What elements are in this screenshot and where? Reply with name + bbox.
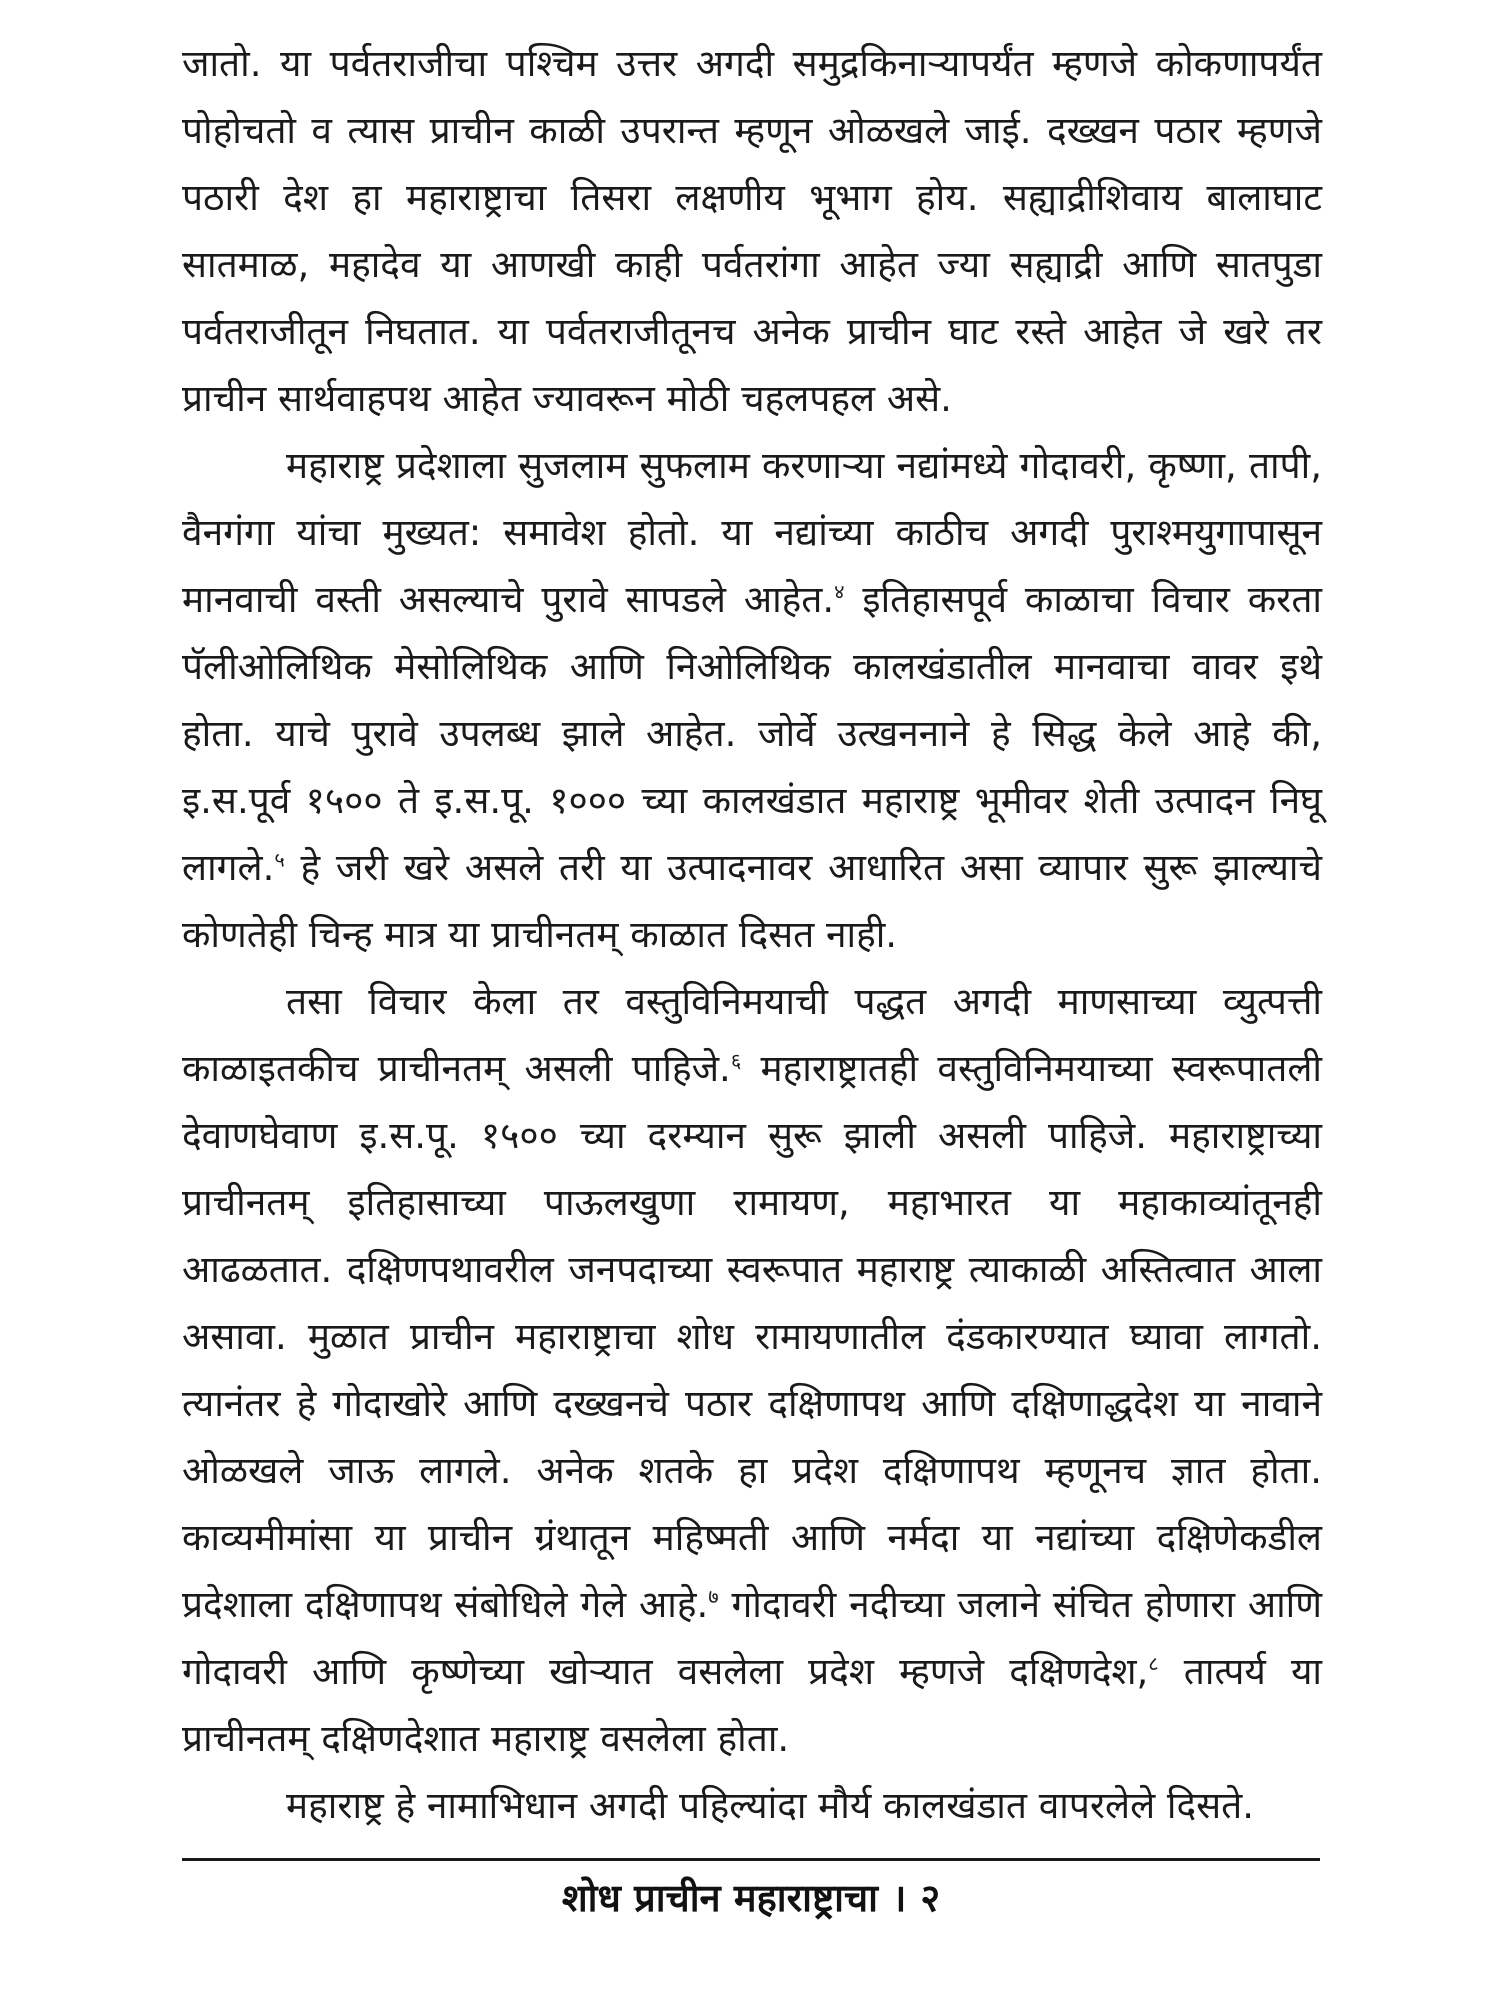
book-title: शोध प्राचीन महाराष्ट्राचा [561,1876,878,1920]
page-content [182,30,1322,1930]
text-segment: महाराष्ट्रातही वस्तुविनिमयाच्या स्वरूपातली देवाणघेवाण इ.स.पू. १५०० च्या दरम्यान सुरू झाली असली पाहिजे. महाराष्ट्राच्या प्राचीनतम् इतिहासाच्या पाऊलखुणा रामायण, महाभारत या महाकाव्यांतूनही आढळतात. दक्षिणपथावरील जनपदाच्या स्वरूपात महाराष्ट्र त्याकाळी अस्तित्वात आला असावा. मुळात प्राचीन महाराष्ट्राचा शोध रामायणातील दंडकारण्यात घ्यावा लागतो. त्यानंतर हे गोदाखोरे आणि दख्खनचे पठार दक्षिणापथ आणि दक्षिणाद्धदेश या नावाने ओळखले जाऊ लागले. अनेक शतके हा प्रदेश दक्षिणापथ म्हणूनच ज्ञात होता. काव्यमीमांसा या प्राचीन ग्रंथातून महिष्मती आणि नर्मदा या नद्यांच्या दक्षिणेकडील प्रदेशाला दक्षिणापथ संबोधिले गेले आहे. [182,1047,1322,1626]
footnote-marker: ७ [708,1584,719,1609]
text-segment: महाराष्ट्र प्रदेशाला सुजलाम सुफलाम करणाऱ्या नद्यांमध्ये गोदावरी, कृष्णा, तापी, वैनगंगा यांचा मुख्यत: समावेश होतो. या नद्यांच्या काठीच अगदी पुराश्मयुगापासून मानवाची वस्ती असल्याचे पुरावे सापडले आहेत. [182,444,1322,621]
text-segment: महाराष्ट्र हे नामाभिधान अगदी पहिल्यांदा मौर्य कालखंडात वापरलेले दिसते. [286,1784,1255,1827]
text-segment: जातो. या पर्वतराजीचा पश्चिम उत्तर अगदी समुद्रकिनाऱ्यापर्यंत म्हणजे कोकणापर्यंत पोहोचतो व त्यास प्राचीन काळी उपरान्त म्हणून ओळखले जाई. दख्खन पठार म्हणजे पठारी देश हा महाराष्ट्राचा तिसरा लक्षणीय भूभाग होय. सह्याद्रीशिवाय बालाघाट सातमाळ, महादेव या आणखी काही पर्वतरांगा आहेत ज्या सह्याद्री आणि सातपुडा पर्वतराजीतून निघतात. या पर्वतराजीतूनच अनेक प्राचीन घाट रस्ते आहेत जे खरे तर प्राचीन सार्थवाहपथ आहेत ज्यावरून मोठी चहलपहल असे. [182,42,1322,420]
body-text [182,30,1322,1839]
page-number: २ [920,1876,941,1920]
footer-rule [182,1858,1320,1861]
page-footer [182,1868,1320,1928]
text-segment: इतिहासपूर्व काळाचा विचार करता पॅलीओलिथिक मेसोलिथिक आणि निओलिथिक कालखंडातील मानवाचा वावर इथे होता. याचे पुरावे उपलब्ध झाले आहेत. जोर्वे उत्खननाने हे सिद्ध केले आहे की, इ.स.पूर्व १५०० ते इ.स.पू. १००० च्या कालखंडात महाराष्ट्र भूमीवर शेती उत्पादन निघू लागले. [182,578,1322,889]
footnote-marker: ४ [834,579,845,604]
text-segment: गोदावरी नदीच्या जलाने संचित होणारा आणि गोदावरी आणि कृष्णेच्या खोऱ्यात वसलेला प्रदेश म्हणजे दक्षिणदेश, [182,1583,1322,1693]
paragraph [182,1772,1322,1839]
footnote-marker: ६ [730,1048,742,1073]
footnote-marker: ५ [274,847,285,872]
paragraph [182,30,1322,432]
text-segment: हे जरी खरे असले तरी या उत्पादनावर आधारित असा व्यापार सुरू झाल्याचे कोणतेही चिन्ह मात्र या प्राचीनतम् काळात दिसत नाही. [182,846,1322,956]
footer-separator: । [892,1876,907,1920]
paragraph [182,968,1322,1772]
paragraph [182,432,1322,968]
text-segment: तात्पर्य या प्राचीनतम् दक्षिणदेशात महाराष्ट्र वसलेला होता. [182,1650,1322,1760]
text-segment: तसा विचार केला तर वस्तुविनिमयाची पद्धत अगदी माणसाच्या व्युत्पत्ती काळाइतकीच प्राचीनतम् असली पाहिजे. [182,980,1322,1090]
footnote-marker: ८ [1148,1651,1159,1676]
